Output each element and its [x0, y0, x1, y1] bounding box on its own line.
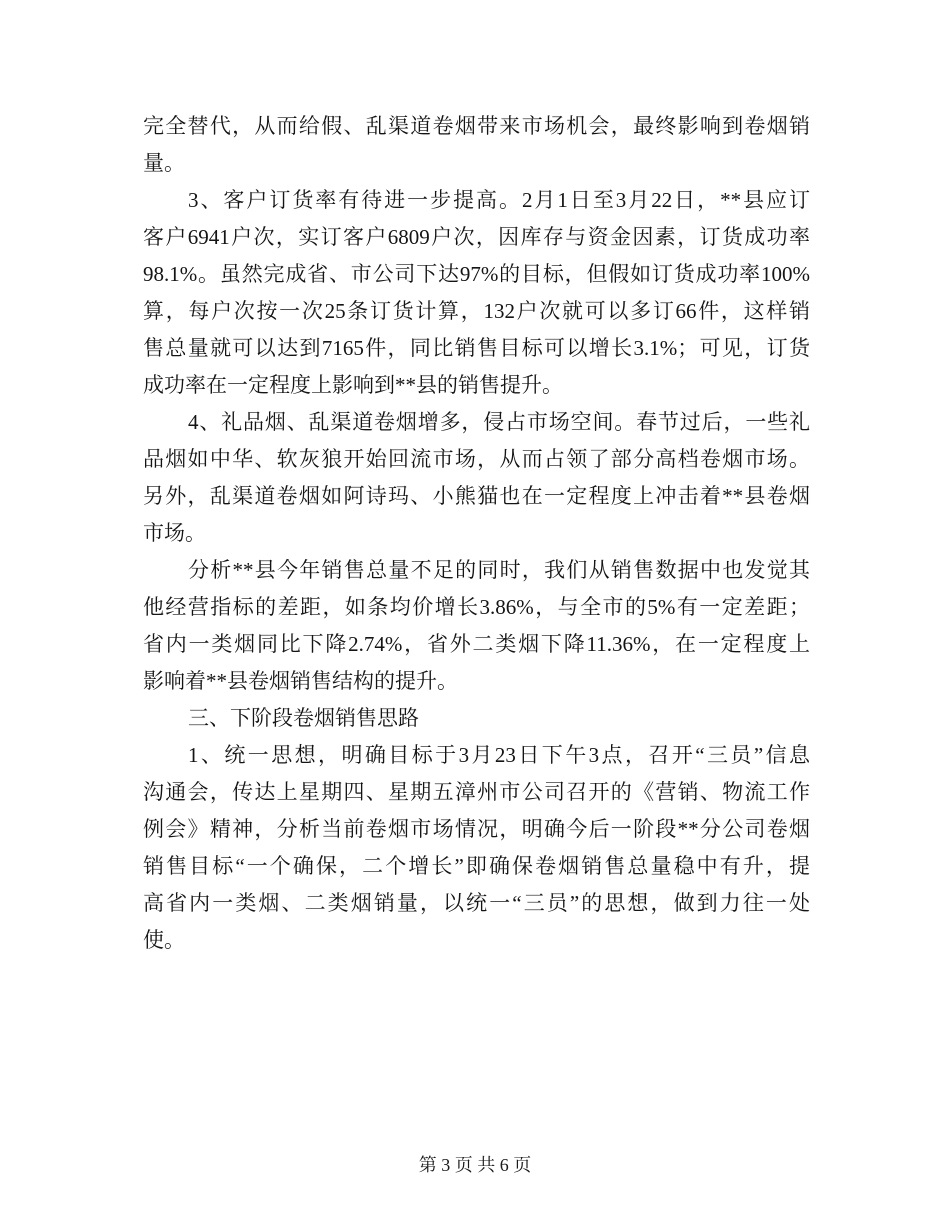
text-line: 影响着**县卷烟销售结构的提升。 [143, 669, 458, 693]
text-line: 98.1%。虽然完成省、市公司下达97%的目标，但假如订货成功率100% [143, 262, 810, 286]
page-number: 第 3 页 共 6 页 [418, 1155, 532, 1175]
section-heading [143, 700, 810, 737]
paragraph [143, 737, 810, 959]
text-line: 高省内一类烟、二类烟销量，以统一“三员”的思想，做到力往一处 [143, 891, 810, 915]
text-line: 市场。 [143, 521, 206, 545]
text-line: 沟通会，传达上星期四、星期五漳州市公司召开的《营销、物流工作 [143, 780, 810, 804]
text-line: 客户6941户次，实订客户6809户次，因库存与资金因素，订货成功率 [143, 225, 810, 249]
text-line: 他经营指标的差距，如条均价增长3.86%，与全市的5%有一定差距； [143, 595, 810, 619]
paragraph [143, 404, 810, 552]
page-footer [0, 1152, 950, 1178]
text-line: 完全替代，从而给假、乱渠道卷烟带来市场机会，最终影响到卷烟销 [143, 114, 810, 138]
section-heading-text: 三、下阶段卷烟销售思路 [188, 706, 419, 730]
text-line: 4、礼品烟、乱渠道卷烟增多，侵占市场空间。春节过后，一些礼 [188, 410, 810, 434]
text-line: 分析**县今年销售总量不足的同时，我们从销售数据中也发觉其 [188, 558, 810, 582]
text-line: 品烟如中华、软灰狼开始回流市场，从而占领了部分高档卷烟市场。 [143, 447, 810, 471]
paragraph [143, 108, 810, 182]
text-line: 售总量就可以达到7165件，同比销售目标可以增长3.1%；可见，订货 [143, 336, 810, 360]
text-line: 3、客户订货率有待进一步提高。2月1日至3月22日，**县应订 [188, 188, 810, 212]
text-line: 例会》精神，分析当前卷烟市场情况，明确今后一阶段**分公司卷烟 [143, 817, 810, 841]
text-line: 1、统一思想，明确目标于3月23日下午3点，召开“三员”信息 [188, 743, 810, 767]
text-line: 成功率在一定程度上影响到**县的销售提升。 [143, 373, 563, 397]
document-body [143, 108, 810, 959]
text-line: 另外，乱渠道卷烟如阿诗玛、小熊猫也在一定程度上冲击着**县卷烟 [143, 484, 810, 508]
paragraph [143, 182, 810, 404]
text-line: 省内一类烟同比下降2.74%，省外二类烟下降11.36%，在一定程度上 [143, 632, 810, 656]
text-line: 销售目标“一个确保，二个增长”即确保卷烟销售总量稳中有升，提 [143, 854, 810, 878]
text-line: 量。 [143, 151, 185, 175]
paragraph [143, 552, 810, 700]
text-line: 使。 [143, 928, 185, 952]
text-line: 算，每户次按一次25条订货计算，132户次就可以多订66件，这样销 [143, 299, 810, 323]
